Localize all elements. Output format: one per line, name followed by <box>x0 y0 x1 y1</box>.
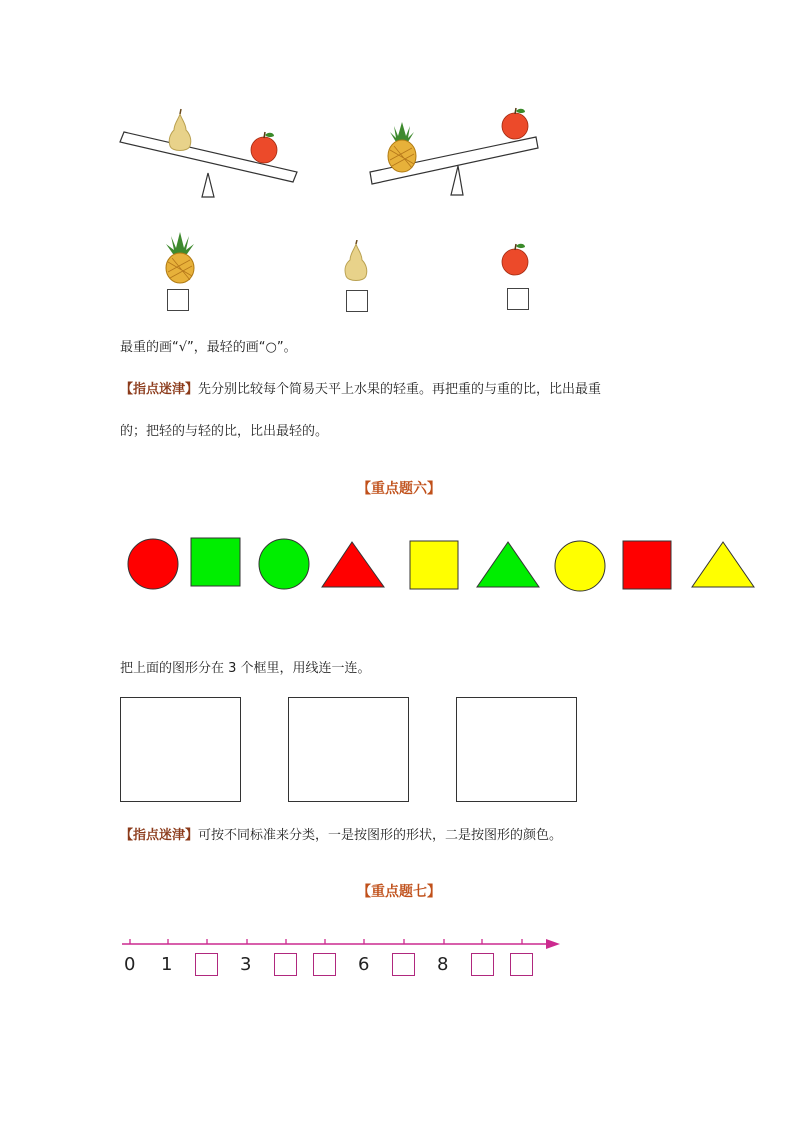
sort-box-3[interactable] <box>456 697 577 802</box>
sort-box-2[interactable] <box>288 697 409 802</box>
number-blank-box[interactable] <box>510 953 533 976</box>
answer-box-pineapple[interactable] <box>167 289 189 311</box>
hint-paragraph-line2: 的；把轻的与轻的比，比出最轻的。 <box>120 424 329 439</box>
number-blank-box[interactable] <box>471 953 494 976</box>
instruction-text: 最重的画“√”，最轻的画“○”。 <box>120 340 297 355</box>
green-square <box>191 538 240 586</box>
number-label: 0 <box>124 954 136 975</box>
apple-icon <box>251 132 277 163</box>
sort-box-1[interactable] <box>120 697 241 802</box>
balance-scales <box>110 100 560 210</box>
yellow-square <box>410 541 458 589</box>
red-circle <box>128 539 178 589</box>
shapes-row <box>120 530 760 596</box>
pineapple-icon <box>388 122 416 172</box>
red-triangle <box>322 542 384 587</box>
apple-icon <box>502 108 528 139</box>
section-title: 【重点题七】 <box>357 884 441 900</box>
number-label: 8 <box>437 954 449 975</box>
number-line <box>118 932 568 952</box>
instruction-text: 把上面的图形分在 3 个框里，用线连一连。 <box>120 661 371 676</box>
green-circle <box>259 539 309 589</box>
answer-box-pear[interactable] <box>346 290 368 312</box>
red-square <box>623 541 671 589</box>
number-blank-box[interactable] <box>195 953 218 976</box>
yellow-triangle <box>692 542 754 587</box>
number-blank-box[interactable] <box>313 953 336 976</box>
green-triangle <box>477 542 539 587</box>
number-label: 1 <box>161 954 173 975</box>
apple-icon <box>500 240 532 278</box>
pear-icon <box>169 109 191 151</box>
pear-icon <box>342 240 372 284</box>
balance-scale-pineapple-vs-apple <box>370 108 538 195</box>
hint-label: 【指点迷津】 <box>120 382 199 397</box>
answer-box-apple[interactable] <box>507 288 529 310</box>
section-title: 【重点题六】 <box>357 481 441 497</box>
hint-paragraph-line1 <box>120 380 601 400</box>
number-label: 6 <box>358 954 370 975</box>
hint-paragraph <box>120 826 562 846</box>
hint-label: 【指点迷津】 <box>120 828 199 843</box>
number-blank-box[interactable] <box>392 953 415 976</box>
pineapple-icon <box>160 230 200 284</box>
hint-text: 先分别比较每个简易天平上水果的轻重。再把重的与重的比，比出最重 <box>198 382 602 397</box>
balance-scale-pear-vs-apple <box>120 109 297 197</box>
number-label: 3 <box>240 954 252 975</box>
number-blank-box[interactable] <box>274 953 297 976</box>
yellow-circle <box>555 541 605 591</box>
hint-text: 可按不同标准来分类，一是按图形的形状，二是按图形的颜色。 <box>198 828 563 843</box>
